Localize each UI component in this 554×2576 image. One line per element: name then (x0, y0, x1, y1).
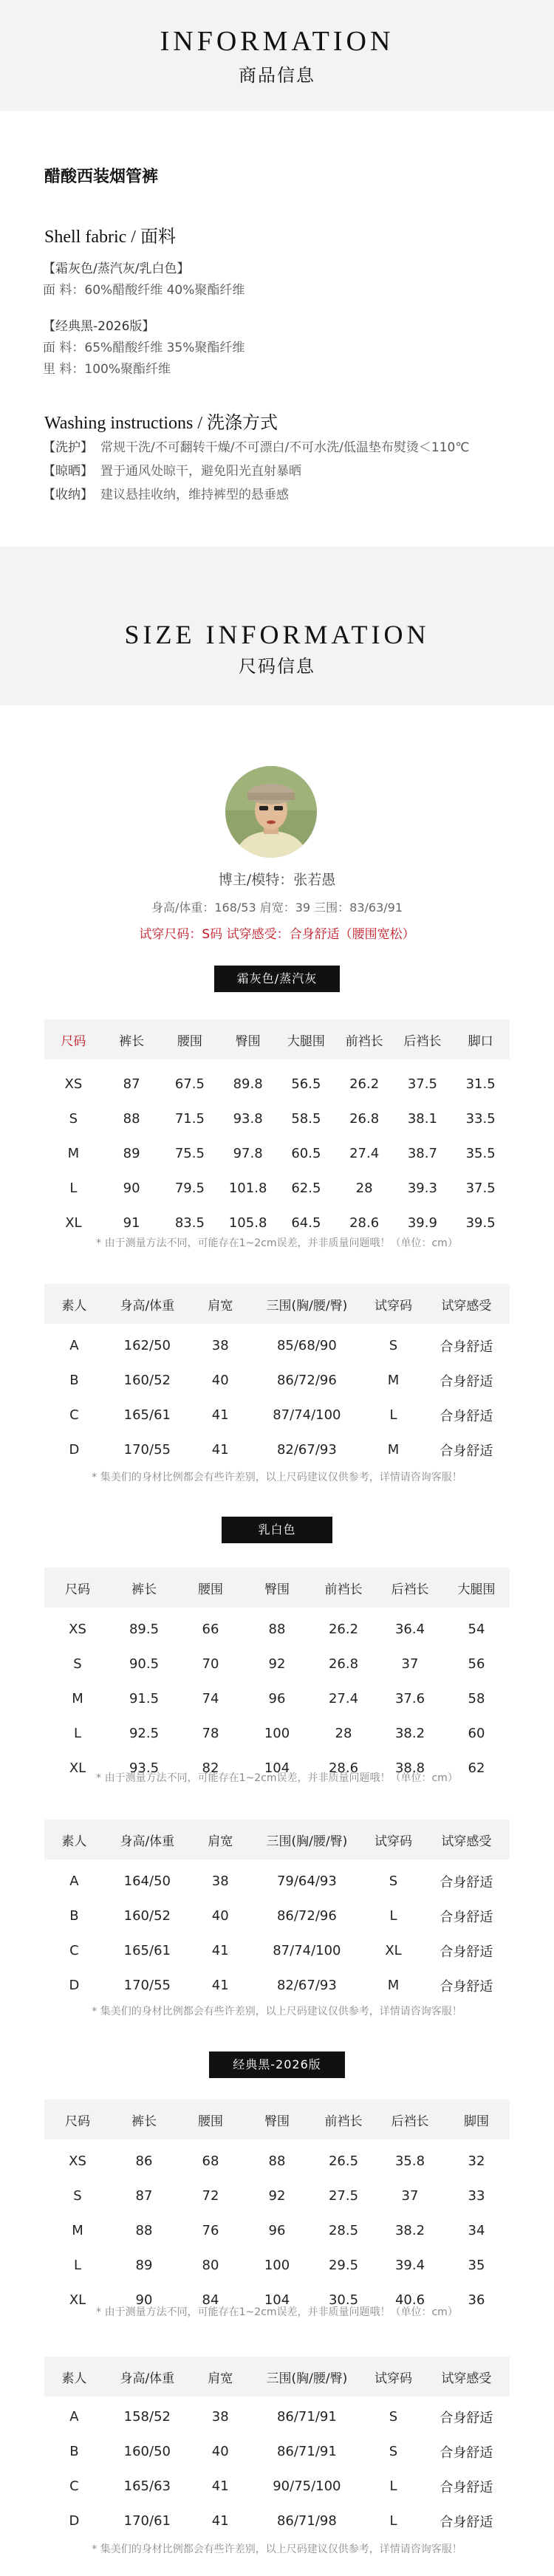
washing-list (43, 436, 469, 507)
info-header-cn: 商品信息 (239, 65, 315, 86)
table-row (44, 1171, 510, 1206)
table-cell: 165/61 (123, 1407, 171, 1423)
table-cell: 92 (268, 1656, 286, 1672)
table-cell: 38.1 (407, 1111, 437, 1127)
size-header-cell: 臀围 (264, 1582, 290, 1597)
table-cell: 38.7 (407, 1146, 437, 1161)
model-header-cell: 三围(胸/腰/臀) (266, 1834, 348, 1849)
table-cell: 104 (264, 1760, 290, 1776)
table-cell: 38 (211, 1873, 229, 1889)
table-cell: A (69, 1338, 79, 1353)
table-cell: 35 (468, 2258, 485, 2273)
table-row (44, 2179, 510, 2213)
table-cell: 160/50 (123, 2444, 171, 2459)
table-cell: 90.5 (129, 1656, 160, 1672)
washing-row (43, 459, 469, 483)
table-cell: 41 (211, 1943, 229, 1958)
model-header-cell: 试穿码 (374, 2371, 412, 2386)
table-row (44, 1899, 510, 1933)
table-cell: 87 (123, 1076, 140, 1092)
size-header-cell: 脚围 (464, 2114, 489, 2129)
model-trial: 试穿尺码：S码 试穿感受：合身舒适（腰围宽松） (139, 927, 415, 942)
table-cell: 87/74/100 (273, 1943, 341, 1958)
size-header-cell: 后裆长 (391, 2114, 429, 2129)
table-cell: 62.5 (291, 1181, 321, 1196)
model-header-cell: 肩宽 (208, 1298, 233, 1313)
fabric-group-1-title: 【霜灰色/蒸汽灰/乳白色】 (43, 262, 190, 276)
table-cell: 合身舒适 (440, 1443, 493, 1459)
table-cell: 28.6 (349, 1215, 380, 1231)
table-cell: 170/55 (123, 1978, 171, 1993)
table-cell: 40 (211, 2444, 229, 2459)
table-row (44, 1968, 510, 2003)
table-cell: 26.5 (328, 2153, 359, 2169)
table-cell: 41 (211, 2478, 229, 2494)
table-cell: 76 (202, 2223, 219, 2238)
table-cell: 35.8 (394, 2153, 425, 2169)
table-cell: 82/67/93 (276, 1442, 337, 1458)
table-cell: 100 (264, 1726, 290, 1741)
model-header-cell: 肩宽 (208, 2371, 233, 2386)
table-cell: 82 (202, 1760, 219, 1776)
size-header-cell: 脚口 (468, 1034, 493, 1049)
table-row (44, 1864, 510, 1899)
table-cell: 100 (264, 2258, 290, 2273)
table-cell: S (69, 1111, 78, 1127)
fabric-group-2-line-2: 里 料：100%聚酯纤维 (43, 362, 171, 377)
table-cell: 41 (211, 1407, 229, 1423)
size-table-header (44, 1019, 510, 1059)
table-cell: 86/71/98 (276, 2513, 337, 2529)
table-cell: 79/64/93 (276, 1873, 337, 1889)
table-cell: L (389, 1908, 397, 1924)
table-row (44, 2399, 510, 2434)
table-cell: 37.5 (465, 1181, 496, 1196)
table-cell: 89 (123, 1146, 140, 1161)
table-row (44, 1101, 510, 1136)
model-table-header (44, 2357, 510, 2396)
model-table (44, 1820, 510, 2003)
size-header-en: SIZE INFORMATION (124, 620, 430, 649)
table-cell: D (69, 1442, 80, 1458)
table-cell: 75.5 (174, 1146, 205, 1161)
table-cell: 38.8 (394, 1760, 425, 1776)
table-cell: 33 (468, 2188, 485, 2204)
table-cell: M (67, 1146, 80, 1161)
table-row (44, 1432, 510, 1467)
table-cell: 39.5 (465, 1215, 496, 1231)
model-photo-icon (225, 766, 317, 858)
table-cell: B (69, 1908, 79, 1924)
table-cell: S (389, 1338, 398, 1353)
table-cell: 97.8 (233, 1146, 263, 1161)
washing-text: 置于通风处晾干，避免阳光直射暴晒 (100, 464, 301, 479)
model-header-cell: 试穿感受 (441, 2371, 492, 2386)
model-note: * 集美们的身材比例都会有些许差别，以上尺码建议仅供参考，详情请咨询客服！ (92, 2006, 462, 2018)
table-cell: 合身舒适 (440, 2445, 493, 2461)
table-cell: D (69, 1978, 80, 1993)
table-cell: 34 (468, 2223, 485, 2238)
table-cell: 合身舒适 (440, 1408, 493, 1424)
table-cell: 60.5 (291, 1146, 321, 1161)
table-cell: 40.6 (394, 2292, 425, 2308)
table-cell: 38.2 (394, 2223, 425, 2238)
table-cell: C (69, 1943, 79, 1958)
model-header-cell: 试穿感受 (441, 1834, 492, 1849)
table-cell: 40 (211, 1373, 229, 1388)
table-cell: XL (69, 1760, 86, 1776)
table-cell: 72 (202, 2188, 219, 2204)
washing-tag: 【晾晒】 (43, 464, 93, 479)
fabric-group-1 (43, 259, 244, 301)
model-header-cell: 三围(胸/腰/臀) (266, 2371, 348, 2386)
table-cell: 合身舒适 (440, 1909, 493, 1925)
table-row (44, 2469, 510, 2504)
table-row (44, 1716, 510, 1751)
table-row (44, 2248, 510, 2283)
table-cell: 28.6 (328, 1760, 359, 1776)
model-header-cell: 试穿码 (374, 1298, 412, 1313)
product-name: 醋酸西装烟管裤 (44, 168, 159, 186)
model-header-cell: 身高/体重 (120, 1298, 175, 1313)
washing-row (43, 483, 469, 507)
table-cell: 89 (135, 2258, 153, 2273)
table-cell: L (73, 2258, 82, 2273)
table-cell: 91 (123, 1215, 140, 1231)
table-cell: 28 (355, 1181, 373, 1196)
model-table-header (44, 1284, 510, 1324)
table-cell: 92.5 (129, 1726, 160, 1741)
washing-tag: 【收纳】 (43, 488, 93, 502)
table-cell: M (387, 1442, 400, 1458)
table-cell: 80 (202, 2258, 219, 2273)
table-cell: 56 (468, 1656, 485, 1672)
model-header-cell: 肩宽 (208, 1834, 233, 1849)
table-cell: 37.5 (407, 1076, 437, 1092)
table-cell: 合身舒适 (440, 1339, 493, 1355)
table-cell: 84 (202, 2292, 219, 2308)
fabric-group-1-line: 面 料：60%醋酸纤维 40%聚酯纤维 (43, 283, 245, 298)
table-cell: L (73, 1726, 82, 1741)
table-row (44, 2434, 510, 2469)
table-cell: M (387, 1373, 400, 1388)
table-cell: 38 (211, 2409, 229, 2425)
table-cell: 合身舒适 (440, 2479, 493, 2495)
table-cell: 67.5 (174, 1076, 205, 1092)
table-row (44, 2213, 510, 2248)
table-cell: 40 (211, 1908, 229, 1924)
table-cell: 85/68/90 (276, 1338, 337, 1353)
model-header-cell: 身高/体重 (120, 1834, 175, 1849)
model-avatar (225, 766, 317, 858)
table-cell: 86/72/96 (276, 1908, 337, 1924)
table-cell: 31.5 (465, 1076, 496, 1092)
info-header-en: INFORMATION (160, 26, 394, 57)
fabric-group-2 (43, 316, 244, 380)
model-header-cell: 素人 (61, 1834, 87, 1849)
table-cell: A (69, 2409, 79, 2425)
table-cell: 29.5 (328, 2258, 359, 2273)
table-cell: 160/52 (123, 1908, 171, 1924)
table-cell: 74 (202, 1691, 219, 1706)
size-header-cell: 腰围 (198, 2114, 223, 2129)
table-cell: 60 (468, 1726, 485, 1741)
size-header-band (0, 547, 554, 706)
table-row (44, 1612, 510, 1647)
table-row (44, 1363, 510, 1398)
table-cell: 合身舒适 (440, 2410, 493, 2426)
table-cell: XS (64, 1076, 83, 1092)
table-cell: 54 (468, 1622, 485, 1637)
model-header-cell: 试穿码 (374, 1834, 412, 1849)
table-row (44, 1328, 510, 1363)
model-header-cell: 素人 (61, 2371, 87, 2386)
table-cell: 39.9 (407, 1215, 437, 1231)
size-header-cell: 后裆长 (391, 1582, 429, 1597)
size-header-cn: 尺码信息 (239, 656, 315, 677)
size-table (44, 1019, 510, 1240)
size-note: * 由于测量方法不同，可能存在1~2cm误差，并非质量问题哦！（单位：cm） (96, 2306, 458, 2318)
table-cell: 158/52 (123, 2409, 171, 2425)
table-cell: 37 (401, 1656, 419, 1672)
table-row (44, 1398, 510, 1432)
table-cell: 83.5 (174, 1215, 205, 1231)
table-cell: XL (65, 1215, 82, 1231)
table-cell: B (69, 1373, 79, 1388)
size-header-cell: 大腿围 (457, 1582, 496, 1597)
table-cell: 88 (268, 1622, 286, 1637)
table-cell: 37 (401, 2188, 419, 2204)
table-cell: S (73, 2188, 82, 2204)
table-cell: XL (385, 1943, 402, 1958)
model-table (44, 1284, 510, 1467)
table-cell: 170/61 (123, 2513, 171, 2529)
size-header-cell: 前裆长 (324, 1582, 363, 1597)
size-table (44, 1568, 510, 1786)
washing-row (43, 436, 469, 459)
table-cell: C (69, 1407, 79, 1423)
size-header-cell: 腰围 (177, 1034, 202, 1049)
table-row (44, 2504, 510, 2538)
table-cell: B (69, 2444, 79, 2459)
table-cell: 28 (335, 1726, 352, 1741)
table-cell: XL (69, 2292, 86, 2308)
table-cell: 36.4 (394, 1622, 425, 1637)
table-cell: M (72, 1691, 83, 1706)
table-cell: 27.4 (328, 1691, 359, 1706)
table-cell: 28.5 (328, 2223, 359, 2238)
washing-text: 常规干洗/不可翻转干燥/不可漂白/不可水洗/低温垫布熨烫＜110℃ (100, 440, 470, 455)
table-cell: 38 (211, 1338, 229, 1353)
table-cell: M (72, 2223, 83, 2238)
table-cell: 89.8 (233, 1076, 263, 1092)
table-cell: 41 (211, 1442, 229, 1458)
table-cell: S (73, 1656, 82, 1672)
size-header-cell: 腰围 (198, 1582, 223, 1597)
table-cell: 90 (123, 1181, 140, 1196)
size-header-cell: 裤长 (131, 1582, 157, 1597)
table-cell: 79.5 (174, 1181, 205, 1196)
table-cell: S (389, 2409, 398, 2425)
table-cell: 合身舒适 (440, 1944, 493, 1960)
table-cell: 170/55 (123, 1442, 171, 1458)
size-table-header (44, 2100, 510, 2139)
model-name: 博主/模特：张若愚 (218, 872, 336, 888)
size-header-cell: 前裆长 (345, 1034, 383, 1049)
table-cell: S (389, 2444, 398, 2459)
size-header-cell: 后裆长 (403, 1034, 442, 1049)
table-cell: 82/67/93 (276, 1978, 337, 1993)
table-cell: 101.8 (228, 1181, 267, 1196)
table-cell: 164/50 (123, 1873, 171, 1889)
table-cell: 86/72/96 (276, 1373, 337, 1388)
table-cell: 89.5 (129, 1622, 160, 1637)
table-cell: 92 (268, 2188, 286, 2204)
table-cell: 165/63 (123, 2478, 171, 2494)
table-cell: 合身舒适 (440, 1978, 493, 1995)
table-cell: 86 (135, 2153, 153, 2169)
table-cell: 37.6 (394, 1691, 425, 1706)
table-cell: L (389, 1407, 397, 1423)
fabric-group-2-line-1: 面 料：65%醋酸纤维 35%聚酯纤维 (43, 341, 245, 355)
table-cell: 合身舒适 (440, 1373, 493, 1390)
table-cell: 27.5 (328, 2188, 359, 2204)
table-cell: 62 (468, 1760, 485, 1776)
size-header-cell: 臀围 (235, 1034, 261, 1049)
table-cell: 26.2 (349, 1076, 380, 1092)
washing-tag: 【洗护】 (43, 440, 93, 455)
table-cell: 33.5 (465, 1111, 496, 1127)
table-cell: M (387, 1978, 400, 1993)
table-cell: 39.3 (407, 1181, 437, 1196)
table-cell: 78 (202, 1726, 219, 1741)
size-note: * 由于测量方法不同，可能存在1~2cm误差，并非质量问题哦！（单位：cm） (96, 1772, 458, 1784)
table-row (44, 1933, 510, 1968)
table-cell: 87/74/100 (273, 1407, 341, 1423)
table-row (44, 2144, 510, 2179)
table-cell: 93.5 (129, 1760, 160, 1776)
table-cell: 合身舒适 (440, 2514, 493, 2530)
table-cell: 90 (135, 2292, 153, 2308)
model-note: * 集美们的身材比例都会有些许差别，以上尺码建议仅供参考，详情请咨询客服！ (92, 2543, 462, 2555)
table-cell: L (389, 2513, 397, 2529)
table-cell: 26.2 (328, 1622, 359, 1637)
table-cell: 160/52 (123, 1373, 171, 1388)
table-cell: 90/75/100 (273, 2478, 341, 2494)
table-row (44, 1067, 510, 1101)
table-cell: 38.2 (394, 1726, 425, 1741)
washing-text: 建议悬挂收纳，维持裤型的悬垂感 (100, 488, 289, 502)
table-cell: A (69, 1873, 79, 1889)
table-row (44, 1136, 510, 1171)
table-cell: C (69, 2478, 79, 2494)
size-header-cell: 尺码 (61, 1034, 86, 1049)
model-header-cell: 试穿感受 (441, 1298, 492, 1313)
size-header-cell: 前裆长 (324, 2114, 363, 2129)
table-row (44, 1681, 510, 1716)
table-cell: 91.5 (129, 1691, 160, 1706)
table-cell: 96 (268, 2223, 286, 2238)
table-cell: 162/50 (123, 1338, 171, 1353)
table-cell: XS (69, 2153, 86, 2169)
table-cell: 36 (468, 2292, 485, 2308)
fabric-heading: Shell fabric / 面料 (44, 228, 176, 247)
washing-heading: Washing instructions / 洗涤方式 (44, 414, 278, 433)
size-header-cell: 大腿围 (287, 1034, 325, 1049)
table-cell: 32 (468, 2153, 485, 2169)
size-header-cell: 裤长 (131, 2114, 157, 2129)
table-cell: 86/71/91 (276, 2409, 337, 2425)
table-cell: 87 (135, 2188, 153, 2204)
table-cell: 58 (468, 1691, 485, 1706)
table-cell: 86/71/91 (276, 2444, 337, 2459)
table-cell: 71.5 (174, 1111, 205, 1127)
table-cell: S (389, 1873, 398, 1889)
table-row (44, 1647, 510, 1681)
table-cell: 41 (211, 1978, 229, 1993)
table-cell: L (69, 1181, 78, 1196)
size-header-cell: 尺码 (65, 1582, 90, 1597)
table-cell: 105.8 (228, 1215, 267, 1231)
section-label: 经典黑-2026版 (209, 2051, 345, 2078)
table-cell: 70 (202, 1656, 219, 1672)
table-cell: 88 (135, 2223, 153, 2238)
table-cell: 30.5 (328, 2292, 359, 2308)
table-cell: 58.5 (291, 1111, 321, 1127)
table-cell: D (69, 2513, 80, 2529)
size-header-cell: 臀围 (264, 2114, 290, 2129)
size-header-cell: 尺码 (65, 2114, 90, 2129)
model-stats: 身高/体重：168/53 肩宽：39 三围：83/63/91 (151, 901, 403, 915)
table-cell: 26.8 (349, 1111, 380, 1127)
size-table (44, 2100, 510, 2317)
table-cell: L (389, 2478, 397, 2494)
table-cell: 165/61 (123, 1943, 171, 1958)
table-cell: 93.8 (233, 1111, 263, 1127)
table-cell: 27.4 (349, 1146, 380, 1161)
model-header-cell: 三围(胸/腰/臀) (266, 1298, 348, 1313)
size-table-header (44, 1568, 510, 1608)
table-cell: 88 (268, 2153, 286, 2169)
size-header-cell: 裤长 (119, 1034, 145, 1049)
info-header-band (0, 0, 554, 111)
table-cell: 64.5 (291, 1215, 321, 1231)
table-cell: 合身舒适 (440, 1874, 493, 1890)
model-note: * 集美们的身材比例都会有些许差别，以上尺码建议仅供参考，详情请咨询客服！ (92, 1472, 462, 1483)
table-cell: 35.5 (465, 1146, 496, 1161)
table-cell: 104 (264, 2292, 290, 2308)
table-cell: 68 (202, 2153, 219, 2169)
table-cell: 66 (202, 1622, 219, 1637)
section-label: 乳白色 (222, 1517, 332, 1543)
model-table-header (44, 1820, 510, 1859)
section-label: 霜灰色/蒸汽灰 (214, 966, 340, 992)
table-cell: 96 (268, 1691, 286, 1706)
table-cell: 88 (123, 1111, 140, 1127)
model-header-cell: 身高/体重 (120, 2371, 175, 2386)
table-cell: XS (69, 1622, 86, 1637)
size-note: * 由于测量方法不同，可能存在1~2cm误差，并非质量问题哦！（单位：cm） (96, 1237, 458, 1249)
table-cell: 56.5 (291, 1076, 321, 1092)
table-cell: 41 (211, 2513, 229, 2529)
fabric-group-2-title: 【经典黑-2026版】 (43, 319, 155, 334)
table-cell: 26.8 (328, 1656, 359, 1672)
model-header-cell: 素人 (61, 1298, 87, 1313)
model-table (44, 2357, 510, 2538)
table-cell: 39.4 (394, 2258, 425, 2273)
